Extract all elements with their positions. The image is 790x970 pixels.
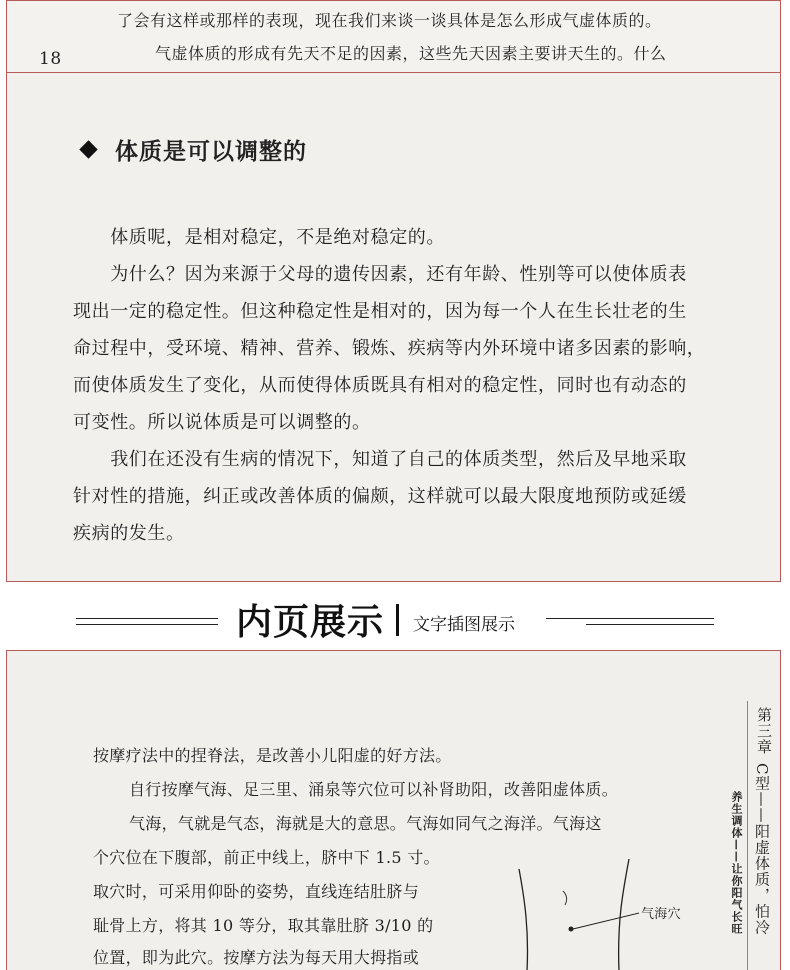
banner-rule-left xyxy=(76,618,218,619)
text-line: 现出一定的稳定性。但这种稳定性是相对的，因为每一个人在生长壮老的生 xyxy=(73,301,687,322)
banner-rule-right xyxy=(546,618,714,619)
text-line: 我们在还没有生病的情况下，知道了自己的体质类型，然后及早地采取 xyxy=(73,449,687,470)
body-outline-left xyxy=(519,869,528,970)
text-line: 位置，即为此穴。按摩方法为每天用大拇指或 xyxy=(93,948,420,967)
acupoint-dot xyxy=(569,927,574,932)
chapter-title: C型——阳虚体质，怕冷 xyxy=(753,763,771,936)
text-line: 可变性。所以说体质是可以调整的。 xyxy=(73,412,371,433)
banner-subtitle: 文字插图展示 xyxy=(413,615,515,635)
text-line: 耻骨上方，将其 10 等分，取其靠肚脐 3/10 的 xyxy=(93,916,434,935)
text-line: 针对性的措施，纠正或改善体质的偏颇，这样就可以最大限度地预防或延缓 xyxy=(73,486,687,507)
banner-title: 内页展示 xyxy=(236,602,385,643)
text-line: 而使体质发生了变化，从而使得体质既具有相对的稳定性，同时也有动态的 xyxy=(73,375,687,396)
chapter-label: 第三章 xyxy=(755,707,773,755)
body-outline-right xyxy=(619,859,629,970)
text-line: 气海，气就是气态，海就是大的意思。气海如同气之海洋。气海这 xyxy=(129,814,602,833)
top-page-fragment xyxy=(6,0,781,74)
text-line: 为什么？因为来源于父母的遗传因素，还有年龄、性别等可以使体质表 xyxy=(73,264,687,285)
diamond-bullet-icon xyxy=(79,140,97,158)
text-line: 命过程中，受环境、精神、营养、锻炼、疾病等内外环境中诸多因素的影响， xyxy=(73,338,706,359)
text-line: 体质呢，是相对稳定，不是绝对稳定的。 xyxy=(73,227,445,248)
chapter-side-column xyxy=(730,701,778,970)
chapter-subtitle: 养生调体——让你阳气长旺 xyxy=(730,791,743,935)
navel-mark xyxy=(563,891,567,905)
banner-rule-right-2 xyxy=(586,624,714,625)
text-line: 按摩疗法中的捏脊法，是改善小儿阳虚的好方法。 xyxy=(93,746,452,765)
bottom-page-fragment xyxy=(6,650,781,970)
banner-divider xyxy=(396,604,399,636)
top-text-line-1: 了会有这样或那样的表现，现在我们来谈一谈具体是怎么形成气虚体质的。 xyxy=(117,11,662,30)
page-number: 18 xyxy=(39,49,62,69)
top-text-line-2: 气虚体质的形成有先天不足的因素，这些先天因素主要讲天生的。什么 xyxy=(155,44,667,63)
banner-rule-left-2 xyxy=(76,624,218,625)
body-text xyxy=(73,219,753,552)
section-heading-text: 体质是可以调整的 xyxy=(115,139,307,165)
section-heading xyxy=(77,133,307,166)
figure-label: 气海穴 xyxy=(641,907,681,922)
section-banner xyxy=(0,590,790,648)
middle-page-fragment xyxy=(6,72,781,582)
text-line: 自行按摩气海、足三里、涌泉等穴位可以补肾助阳，改善阳虚体质。 xyxy=(129,780,619,799)
text-line: 疾病的发生。 xyxy=(73,523,185,544)
text-line: 取穴时，可采用仰卧的姿势，直线连结肚脐与 xyxy=(93,882,420,901)
text-line: 个穴位在下腹部，前正中线上，脐中下 1.5 寸。 xyxy=(93,848,440,867)
acupoint-leader-line xyxy=(573,913,639,929)
